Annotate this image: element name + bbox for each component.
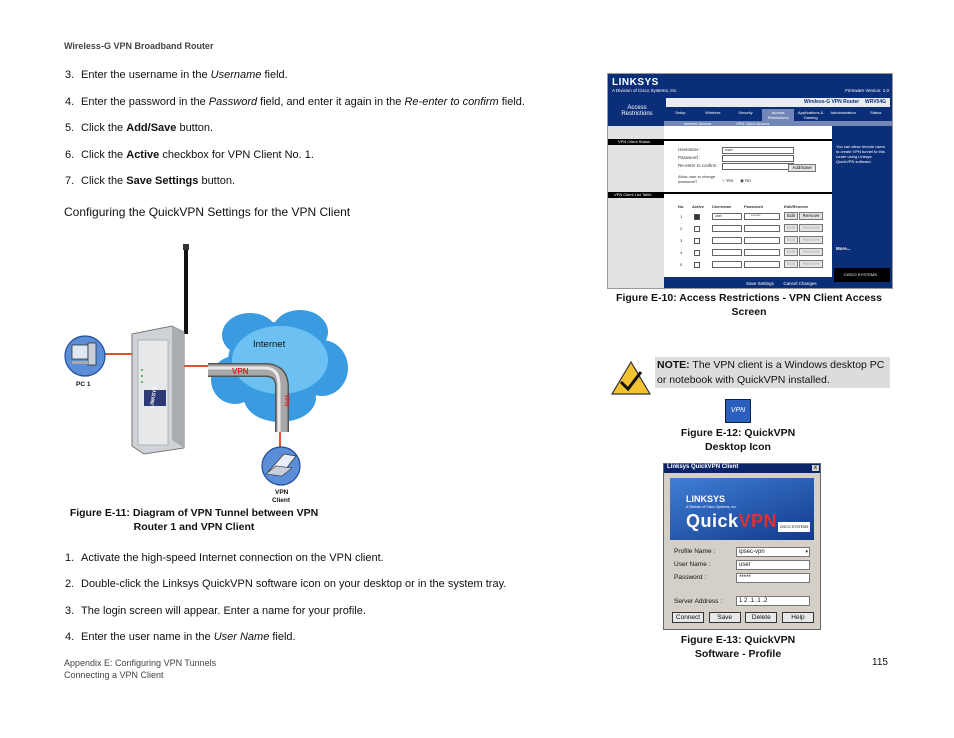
step-text: Click the (81, 175, 127, 187)
remove-button[interactable]: Remove (799, 224, 823, 232)
note-box (655, 357, 890, 388)
step-text: Click the (81, 148, 127, 161)
table-row (678, 212, 826, 224)
profile-select[interactable]: ipsec-vpn ▾ (736, 547, 810, 557)
row-username (712, 249, 742, 256)
row-username (712, 225, 742, 232)
caption-line: Software - Profile (694, 648, 782, 660)
internet-label: Internet (253, 339, 286, 350)
router-tab[interactable]: Wireless (705, 110, 721, 115)
username-field[interactable]: user (722, 147, 794, 154)
tab-bar (664, 109, 892, 121)
step-text: User Name (213, 630, 270, 643)
radio-no[interactable]: ◉ No (740, 178, 751, 183)
table-header: No. (678, 204, 685, 209)
step-item (65, 578, 506, 590)
table-header: Active (692, 204, 705, 209)
remove-button[interactable]: Remove (799, 260, 823, 268)
quickvpn-window (663, 463, 821, 630)
help-button[interactable]: Help (782, 612, 814, 623)
row-number: 1 (680, 214, 683, 219)
router-tab[interactable]: Setup (675, 110, 686, 115)
row-username: user (712, 213, 742, 220)
edit-button[interactable]: Edit (784, 248, 798, 256)
step-number: 3. (65, 69, 75, 81)
step-text: Enter the password in the (81, 95, 209, 108)
step-text: Re-enter to confirm (404, 95, 499, 108)
step-number: 4. (65, 95, 75, 108)
note-label: NOTE: (657, 359, 690, 371)
footer-chapter: Appendix E: Configuring VPN Tunnels (64, 658, 217, 668)
linksys-banner (608, 74, 892, 96)
caption-line: Figure E-13: QuickVPN (680, 634, 796, 646)
table-row (678, 236, 826, 248)
vpn-tunnel-diagram (60, 240, 360, 510)
cancel-changes-button[interactable]: Cancel Changes (783, 281, 817, 286)
footer-section: Connecting a VPN Client (64, 670, 164, 680)
client-label-line1: VPN (275, 489, 289, 496)
remove-button[interactable]: Remove (799, 236, 823, 244)
confirm-label: Re-enter to confirm : (678, 163, 720, 168)
quickvpn-cisco-logo: CISCO SYSTEMS (778, 522, 810, 532)
model-name: WRV54G (864, 99, 886, 105)
product-name: Wireless-G VPN Router (804, 99, 860, 105)
step-text: field. (269, 630, 296, 643)
row-username (712, 237, 742, 244)
quickvpn-button-row (672, 612, 814, 623)
page-number: 115 (872, 657, 888, 668)
step-number: 6. (65, 148, 75, 161)
step-text: field. (261, 69, 288, 81)
subtab-vpn-client-access[interactable]: VPN Client Access (736, 120, 770, 126)
quickvpn-desktop-icon[interactable]: VPN (725, 399, 751, 423)
radio-yes[interactable]: ○ Yes (722, 178, 734, 183)
row-password: ******* (744, 213, 780, 220)
save-bar (664, 277, 832, 288)
laptop-icon (262, 447, 300, 485)
row-number: 3 (680, 238, 683, 243)
row-password (744, 225, 780, 232)
active-checkbox[interactable] (694, 214, 700, 220)
delete-button[interactable]: Delete (745, 612, 777, 623)
subtab-internet-access[interactable]: Internet Access (684, 120, 712, 126)
add-save-button[interactable]: Add/Save (788, 164, 816, 172)
client-label-line2: Client (272, 497, 291, 504)
step-text: Click the (81, 122, 127, 134)
row-number: 4 (680, 250, 683, 255)
step-text: The login screen will appear. Enter a name for your profile. (81, 604, 366, 617)
table-header: Edit/Remove (784, 204, 809, 209)
step-item (65, 69, 288, 81)
save-settings-button[interactable]: Save Settings (744, 280, 776, 287)
step-item (65, 552, 384, 564)
help-text: You can allow remote users to create VPN tunnel to this router using Linksys QuickVPN software. (836, 144, 885, 164)
table-row (678, 260, 826, 272)
linksys-logo: LINKSYS (612, 77, 659, 88)
step-number: 1. (65, 552, 75, 564)
active-checkbox[interactable] (694, 238, 700, 244)
edit-button[interactable]: Edit (784, 224, 798, 232)
quickvpn-titlebar (664, 464, 820, 473)
cisco-logo: CISCO SYSTEMS (834, 268, 890, 282)
user-name-field[interactable]: user (736, 560, 810, 570)
step-number: 5. (65, 122, 75, 134)
client-list-table (678, 204, 826, 272)
row-password (744, 249, 780, 256)
status-label: VPN Client Status (618, 139, 651, 144)
radio-yes-label: Yes (725, 178, 734, 183)
edit-button[interactable]: Edit (784, 236, 798, 244)
password-label: Password : (678, 155, 701, 160)
router-antenna (183, 244, 189, 334)
save-button[interactable]: Save (709, 612, 741, 623)
row-password (744, 237, 780, 244)
quickvpn-banner (670, 478, 814, 540)
step-text: Double-click the Linksys QuickVPN software icon on your desktop or in the system tray. (81, 578, 507, 591)
table-header: Password (744, 204, 763, 209)
row-username (712, 261, 742, 268)
step-number: 2. (65, 578, 75, 591)
vpn-tunnel-label: VPN (232, 367, 249, 376)
router-tab[interactable]: Administration (830, 110, 856, 115)
caption-line: Figure E-12: QuickVPN (680, 427, 796, 439)
router-tab[interactable]: Security (738, 110, 753, 115)
step-text: Save Settings (126, 175, 199, 187)
router-brand-label: LINKSYS (149, 385, 159, 409)
row-number: 2 (680, 226, 683, 231)
section-panel (608, 96, 664, 126)
caption-line: Figure E-11: Diagram of VPN Tunnel between VPN (69, 507, 319, 519)
table-header: Username (712, 204, 732, 209)
firmware-version: Firmware Version: 1.0 (845, 88, 889, 93)
row-password (744, 261, 780, 268)
confirm-field[interactable] (722, 163, 794, 170)
close-icon[interactable]: x (814, 465, 817, 471)
step-item (65, 175, 235, 187)
access-restrictions-screenshot (607, 73, 893, 289)
server-address-label: Server Address : (674, 598, 723, 605)
step-text: Enter the user name in the (81, 630, 214, 643)
figure-e12-caption (660, 427, 816, 453)
password-field[interactable] (722, 155, 794, 162)
product-bar (666, 98, 890, 107)
quickvpn-product: QuickVPN (686, 511, 778, 531)
radio-no-label: No (745, 178, 751, 183)
top-nav (664, 96, 892, 126)
main-form (664, 126, 832, 288)
more-link[interactable]: More... (836, 246, 851, 251)
figure-e10-caption (607, 292, 891, 318)
caption-line: Screen (731, 306, 767, 318)
remove-button[interactable]: Remove (799, 212, 823, 220)
step-text: Active (126, 148, 160, 161)
figure-e11-caption (60, 507, 328, 533)
step-number: 7. (65, 175, 75, 187)
user-name-label: User Name : (674, 561, 711, 568)
step-text: Activate the high-speed Internet connection on the VPN client. (81, 552, 384, 564)
caption-line: Figure E-10: Access Restrictions - VPN Client Access (616, 292, 882, 304)
quickvpn-title: Linksys QuickVPN Client (667, 464, 739, 470)
status-label-bar (608, 139, 664, 145)
router-tab[interactable]: Status (870, 110, 882, 115)
step-text: Username (210, 69, 262, 81)
section-heading: Configuring the QuickVPN Settings for the VPN Client (64, 205, 351, 219)
vpn-tunnel-label-vertical: VPN (283, 394, 289, 407)
router-device (132, 326, 184, 454)
active-checkbox[interactable] (694, 226, 700, 232)
active-checkbox[interactable] (694, 250, 700, 256)
note-checkmark-icon (610, 360, 652, 396)
step-item (65, 122, 213, 134)
remove-button[interactable]: Remove (799, 248, 823, 256)
figure-e13-caption (660, 634, 816, 660)
step-item (65, 631, 296, 643)
left-column (608, 126, 664, 288)
active-checkbox[interactable] (694, 262, 700, 268)
profile-label: Profile Name : (674, 548, 716, 555)
step-item (65, 96, 525, 108)
list-label-bar (608, 192, 664, 198)
password-label: Password : (674, 574, 707, 581)
server-address-field[interactable]: 1 2 .1 .1 .2 (736, 596, 810, 606)
edit-button[interactable]: Edit (784, 260, 798, 268)
quickvpn-brand-sub: A Division of Cisco Systems, Inc. (686, 505, 737, 509)
step-text: field, and enter it again in the (257, 95, 405, 108)
password-field[interactable]: ***** (736, 573, 810, 583)
step-text: button. (176, 122, 214, 134)
router-tab[interactable]: Access Restrictions (762, 109, 795, 121)
pc-label: PC 1 (76, 381, 91, 388)
quickvpn-brand: LINKSYS (686, 494, 726, 504)
caption-line: Desktop Icon (705, 441, 771, 453)
step-number: 4. (65, 630, 75, 643)
list-label: VPN Client List Table (614, 192, 652, 197)
table-row (678, 224, 826, 236)
caption-line: Router 1 and VPN Client (133, 521, 255, 533)
step-text: Add/Save (126, 122, 177, 134)
chevron-down-icon: ▾ (805, 549, 808, 555)
step-number: 3. (65, 604, 75, 617)
row-number: 5 (680, 262, 683, 267)
help-panel (832, 126, 892, 288)
section-title: Access Restrictions (621, 105, 653, 117)
step-item (65, 605, 366, 617)
connect-button[interactable]: Connect (672, 612, 704, 623)
edit-button[interactable]: Edit (784, 212, 798, 220)
step-item (65, 149, 314, 161)
step-text: Enter the username in the (81, 69, 211, 81)
step-text: field. (498, 95, 525, 108)
linksys-sublogo: A Division of Cisco Systems, Inc. (612, 88, 678, 93)
step-text: button. (198, 175, 236, 187)
table-row (678, 248, 826, 260)
step-text: Password (208, 95, 258, 108)
allow-change-label: Allow user to change password? (678, 174, 716, 184)
username-label: Username : (678, 147, 702, 152)
note-text: The VPN client is a Windows desktop PC or notebook with QuickVPN installed. (657, 359, 885, 386)
step-text: checkbox for VPN Client No. 1. (159, 148, 314, 161)
router-tab[interactable]: Applications & Gaming (797, 110, 824, 120)
pc-icon (65, 336, 105, 376)
running-header: Wireless-G VPN Broadband Router (64, 41, 214, 51)
